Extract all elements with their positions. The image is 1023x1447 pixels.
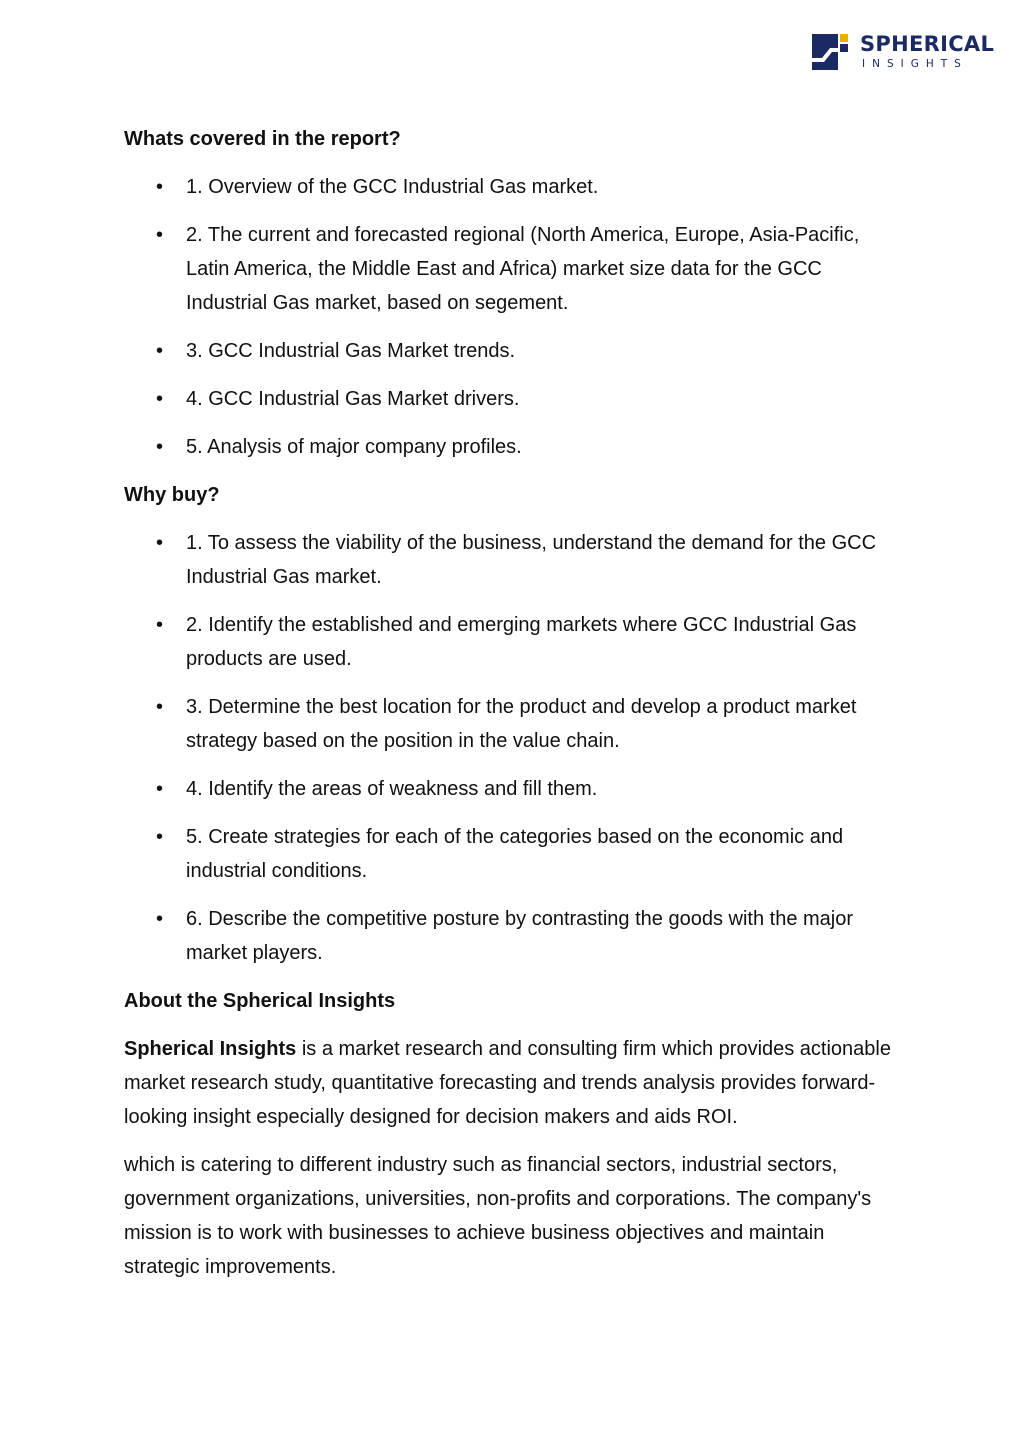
bullet-icon: • — [156, 778, 164, 800]
about-paragraph-2: which is catering to different industry such as financial sectors, industrial sectors, government organizations, universities, non-profits and corporations. The company's mission is to work with businesses to achieve business objectives and maintain strategic improvements. — [124, 1154, 872, 1278]
list-item — [124, 608, 899, 676]
list-item — [124, 902, 899, 970]
bullet-icon: • — [156, 532, 164, 554]
list-item-text: 2. The current and forecasted regional (North America, Europe, Asia-Pacific, Latin America, the Middle East and Africa) market size data for the GCC Industrial Gas market, based on segement. — [186, 224, 860, 314]
bullet-icon: • — [156, 614, 164, 636]
list-item — [124, 772, 899, 806]
list-item-text: 2. Identify the established and emerging markets where GCC Industrial Gas products are used. — [186, 614, 857, 670]
list-item — [124, 382, 899, 416]
bullet-icon: • — [156, 696, 164, 718]
list-item-text: 4. Identify the areas of weakness and fill them. — [186, 778, 598, 800]
logo-wordmark: SPHERICAL — [860, 32, 995, 56]
list-item-text: 3. GCC Industrial Gas Market trends. — [186, 340, 516, 362]
list-item-text: 4. GCC Industrial Gas Market drivers. — [186, 388, 520, 410]
why-buy-list — [124, 526, 899, 970]
bullet-icon: • — [156, 908, 164, 930]
list-item-text: 5. Analysis of major company profiles. — [186, 436, 522, 458]
section-heading-why-buy: Why buy? — [124, 484, 220, 506]
logo-tagline: INSIGHTS — [862, 58, 968, 70]
list-item-text: 6. Describe the competitive posture by contrasting the goods with the major market players. — [186, 908, 854, 964]
list-item-text: 3. Determine the best location for the product and develop a product market strategy based on the position in the value chain. — [186, 696, 857, 752]
list-item-text: 1. Overview of the GCC Industrial Gas market. — [186, 176, 599, 198]
list-item — [124, 820, 899, 888]
list-item — [124, 690, 899, 758]
list-item — [124, 526, 899, 594]
bullet-icon: • — [156, 176, 164, 198]
bullet-icon: • — [156, 388, 164, 410]
bullet-icon: • — [156, 826, 164, 848]
list-item — [124, 334, 899, 368]
section-heading-covered: Whats covered in the report? — [124, 128, 401, 150]
list-item — [124, 218, 899, 320]
company-name: Spherical Insights — [124, 1038, 297, 1060]
bullet-icon: • — [156, 224, 164, 246]
list-item — [124, 430, 899, 464]
spherical-insights-logo — [812, 30, 995, 74]
about-paragraph-1-text: is a market research and consulting firm which provides actionable market research study, quantitative forecasting and trends analysis provides forward-looking insight especially designed for decision makers and aids ROI. — [124, 1038, 891, 1128]
logo-mark-icon — [812, 34, 848, 70]
list-item-text: 5. Create strategies for each of the categories based on the economic and industrial conditions. — [186, 826, 844, 882]
section-heading-about: About the Spherical Insights — [124, 990, 396, 1012]
bullet-icon: • — [156, 436, 164, 458]
bullet-icon: • — [156, 340, 164, 362]
list-item — [124, 170, 899, 204]
about-paragraph-1 — [124, 1032, 899, 1134]
covered-list — [124, 170, 899, 464]
document-body — [124, 122, 899, 1298]
list-item-text: 1. To assess the viability of the business, understand the demand for the GCC Industrial Gas market. — [186, 532, 877, 588]
